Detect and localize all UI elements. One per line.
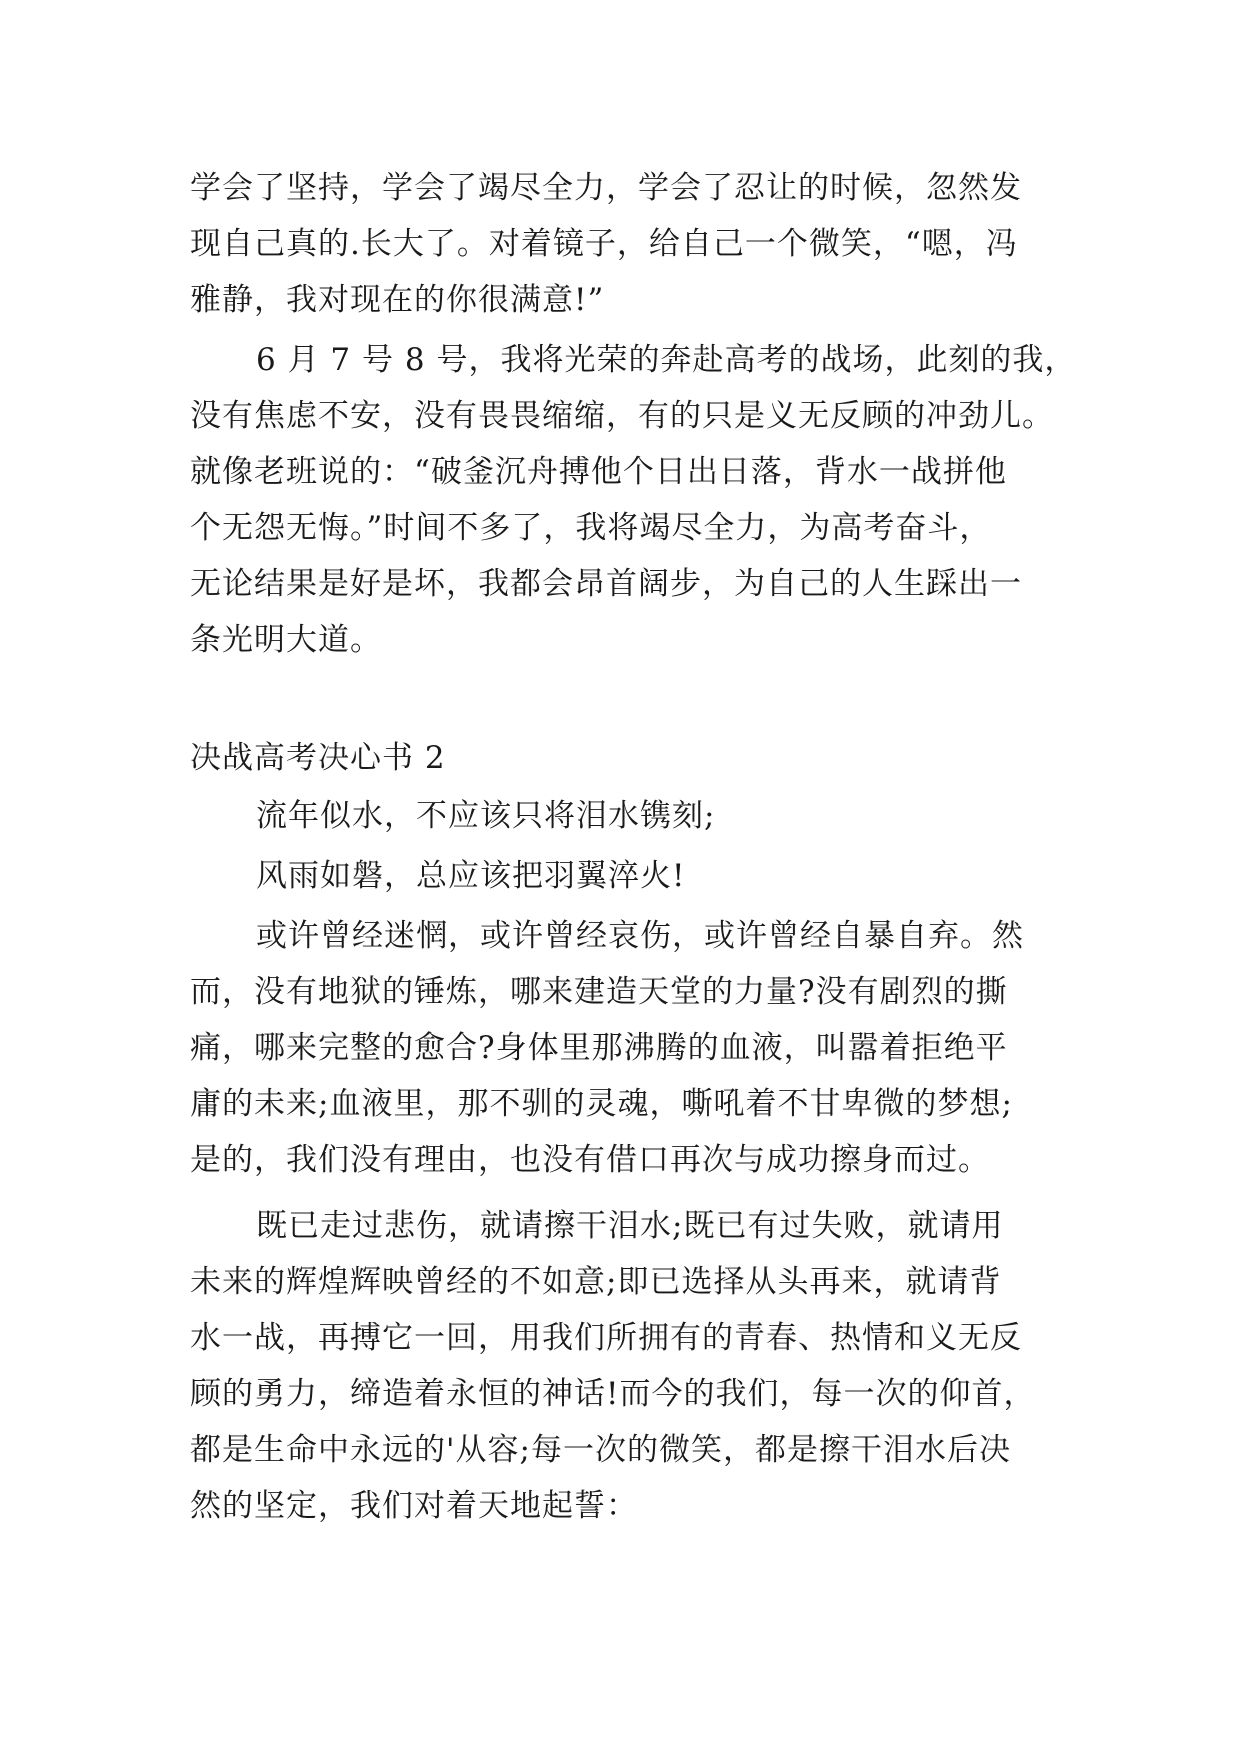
paragraph-line: 无论结果是好是坏，我都会昂首阔步，为自己的人生踩出一 <box>190 566 1022 602</box>
paragraph-line: 顾的勇力，缔造着永恒的神话!而今的我们，每一次的仰首， <box>190 1376 1036 1412</box>
paragraph-line: 庸的未来;血液里，那不驯的灵魂，嘶吼着不甘卑微的梦想; <box>190 1086 1013 1122</box>
paragraph-line: 既已走过悲伤，就请擦干泪水;既已有过失败，就请用 <box>256 1208 1004 1244</box>
verse-line: 流年似水，不应该只将泪水镌刻; <box>256 798 716 834</box>
section-title: 决战高考决心书 2 <box>190 740 446 776</box>
paragraph-line: 而，没有地狱的锤炼，哪来建造天堂的力量?没有剧烈的撕 <box>190 974 1008 1010</box>
paragraph-line: 未来的辉煌辉映曾经的不如意;即已选择从头再来，就请背 <box>190 1264 1002 1300</box>
paragraph-line: 现自己真的.长大了。对着镜子，给自己一个微笑，“嗯，冯 <box>190 226 1018 262</box>
paragraph-line: 或许曾经迷惘，或许曾经哀伤，或许曾经自暴自弃。然 <box>256 918 1024 954</box>
paragraph-line: 学会了坚持，学会了竭尽全力，学会了忍让的时候，忽然发 <box>190 170 1022 206</box>
paragraph-line: 都是生命中永远的'从容;每一次的微笑，都是擦干泪水后决 <box>190 1432 1011 1468</box>
paragraph-line: 是的，我们没有理由，也没有借口再次与成功擦身而过。 <box>190 1142 990 1178</box>
paragraph-line: 然的坚定，我们对着天地起誓： <box>190 1488 638 1524</box>
paragraph-line: 水一战，再搏它一回，用我们所拥有的青春、热情和义无反 <box>190 1320 1022 1356</box>
paragraph-line: 雅静，我对现在的你很满意!” <box>190 282 605 318</box>
paragraph-line: 个无怨无悔。”时间不多了，我将竭尽全力，为高考奋斗， <box>190 510 992 546</box>
paragraph-line: 就像老班说的：“破釜沉舟搏他个日出日落，背水一战拼他 <box>190 454 1007 490</box>
verse-line: 风雨如磐，总应该把羽翼淬火! <box>256 858 686 894</box>
paragraph-line: 痛，哪来完整的愈合?身体里那沸腾的血液，叫嚣着拒绝平 <box>190 1030 1008 1066</box>
paragraph-line: 没有焦虑不安，没有畏畏缩缩，有的只是义无反顾的冲劲儿。 <box>190 398 1054 434</box>
paragraph-line: 6 月 7 号 8 号，我将光荣的奔赴高考的战场，此刻的我， <box>256 342 1077 378</box>
paragraph-line: 条光明大道。 <box>190 622 382 658</box>
